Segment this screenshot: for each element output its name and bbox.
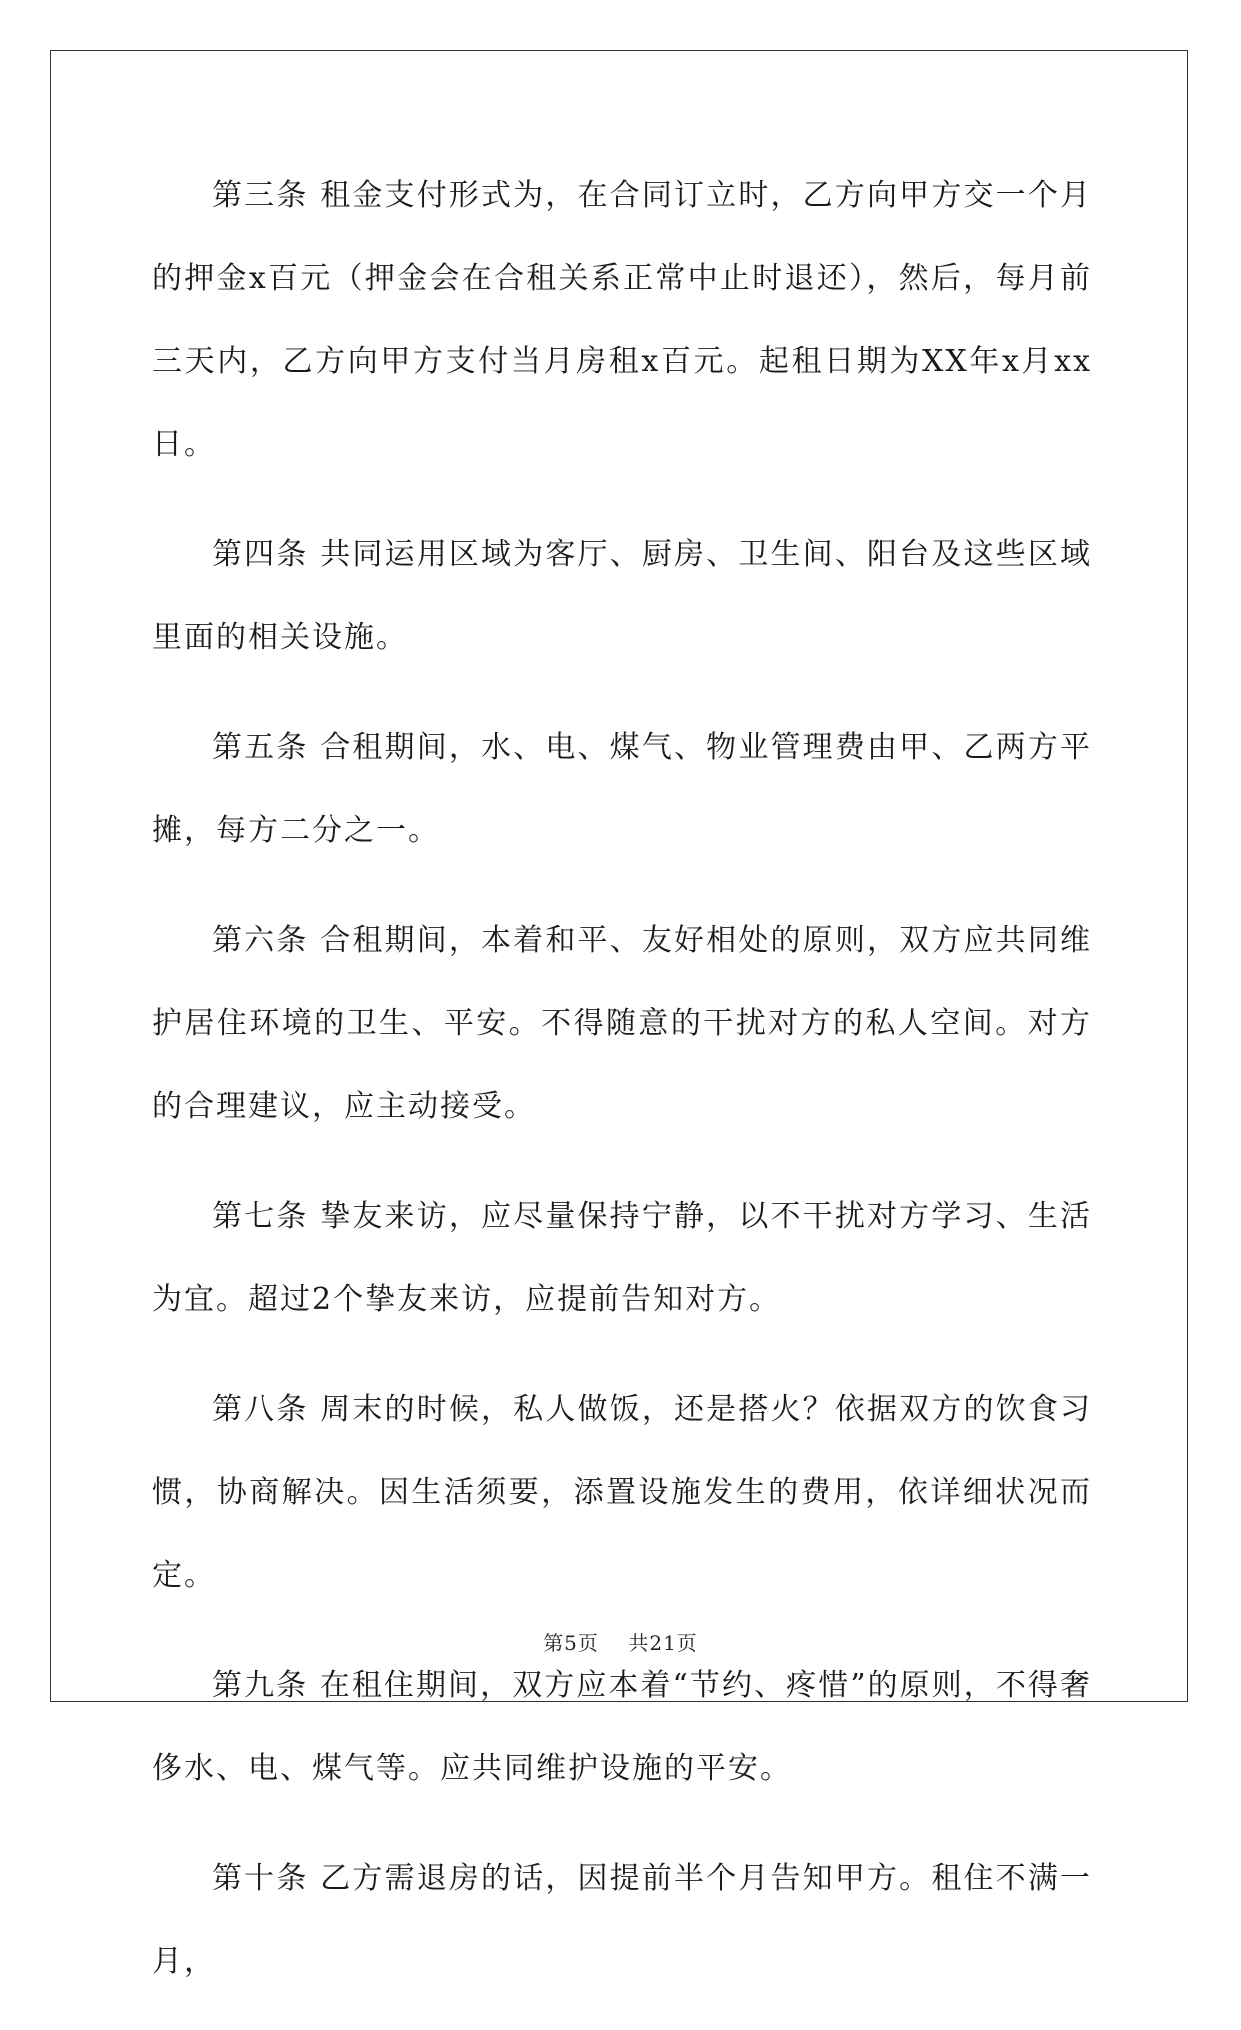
- clause-10: 第十条 乙方需退房的话，因提前半个月告知甲方。租住不满一月，: [152, 1861, 1092, 1979]
- clause-5: 第五条 合租期间，水、电、煤气、物业管理费由甲、乙两方平摊，每方二分之一。: [152, 730, 1092, 848]
- clause-7: 第七条 挚友来访，应尽量保持宁静，以不干扰对方学习、生活为宜。超过2个挚友来访，应提前告知对方。: [152, 1199, 1092, 1317]
- clause-6: 第六条 合租期间，本着和平、友好相处的原则，双方应共同维护居住环境的卫生、平安。不得随意的干扰对方的私人空间。对方的合理建议，应主动接受。: [152, 923, 1092, 1124]
- clause-8: 第八条 周末的时候，私人做饭，还是搭火？依据双方的饮食习惯，协商解决。因生活须要，添置设施发生的费用，依详细状况而定。: [152, 1392, 1092, 1593]
- page-number: 第5页: [543, 1631, 599, 1655]
- clause-4: 第四条 共同运用区域为客厅、厨房、卫生间、阳台及这些区域里面的相关设施。: [152, 537, 1092, 655]
- page-total: 共21页: [628, 1631, 698, 1655]
- document-body: [152, 154, 1092, 2030]
- clause-9: 第九条 在租住期间，双方应本着“节约、疼惜”的原则，不得奢侈水、电、煤气等。应共同维护设施的平安。: [152, 1668, 1092, 1786]
- clause-3: 第三条 租金支付形式为，在合同订立时，乙方向甲方交一个月的押金x百元（押金会在合租关系正常中止时退还），然后，每月前三天内，乙方向甲方支付当月房租x百元。起租日期为XX年x月xx日。: [152, 178, 1092, 462]
- page-footer: [0, 1627, 1241, 1656]
